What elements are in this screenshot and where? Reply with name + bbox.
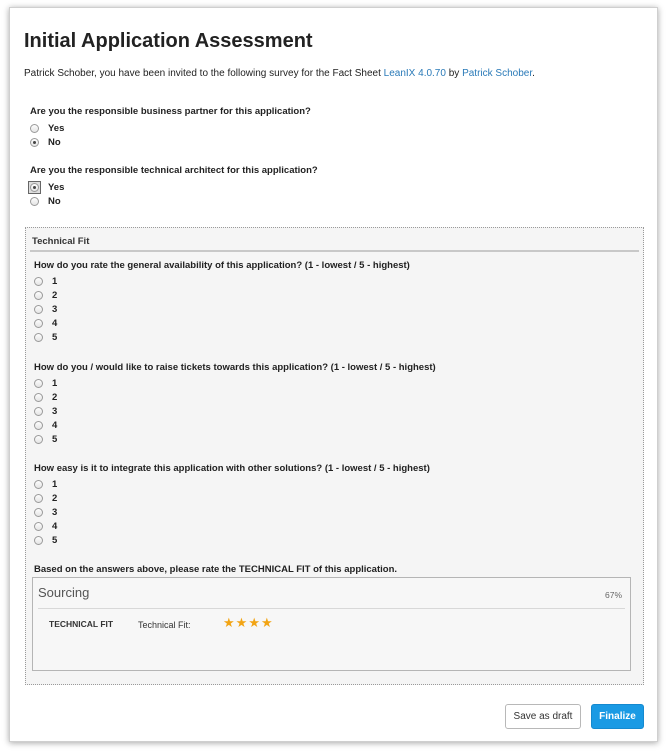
radio-icon-checked[interactable] xyxy=(30,138,39,147)
technical-fit-section xyxy=(25,227,644,685)
radio-icon[interactable] xyxy=(34,305,43,314)
radio-availability-2[interactable]: 2 xyxy=(32,288,57,302)
radio-integration-3[interactable]: 3 xyxy=(32,505,57,519)
radio-tickets-1[interactable]: 1 xyxy=(32,376,57,390)
sourcing-divider xyxy=(38,608,625,609)
radio-tickets-3[interactable]: 3 xyxy=(32,404,57,418)
radio-icon[interactable] xyxy=(34,435,43,444)
radio-availability-5[interactable]: 5 xyxy=(32,330,57,344)
radio-icon[interactable] xyxy=(34,277,43,286)
star-icon[interactable]: ★ xyxy=(223,615,235,630)
radio-technical-yes[interactable]: Yes xyxy=(28,180,64,194)
radio-icon[interactable] xyxy=(34,291,43,300)
radio-availability-3[interactable]: 3 xyxy=(32,302,57,316)
question-technical-architect: Are you the responsible technical architect for this application? xyxy=(30,165,318,176)
radio-tickets-4[interactable]: 4 xyxy=(32,418,57,432)
star-icon[interactable]: ★ xyxy=(260,615,273,630)
rate-prompt: Based on the answers above, please rate the TECHNICAL FIT of this application. xyxy=(34,564,398,575)
question-availability: How do you rate the general availability of this application? (1 - lowest / 5 - highest) xyxy=(34,260,410,271)
radio-tickets-5[interactable]: 5 xyxy=(32,432,57,446)
radio-business-yes[interactable]: Yes xyxy=(28,121,64,135)
radio-icon[interactable] xyxy=(30,124,39,133)
save-draft-button[interactable]: Save as draft xyxy=(505,704,581,729)
intro-text: Patrick Schober, you have been invited to the following survey for the Fact Sheet LeanIX 4.0.70 by Patrick Schober. xyxy=(24,68,535,79)
factsheet-link[interactable]: LeanIX 4.0.70 xyxy=(383,68,446,79)
radio-integration-2[interactable]: 2 xyxy=(32,491,57,505)
radio-availability-4[interactable]: 4 xyxy=(32,316,57,330)
sourcing-percent: 67% xyxy=(604,590,622,600)
radio-business-no[interactable]: No xyxy=(28,135,61,149)
question-business-partner: Are you the responsible business partner for this application? xyxy=(30,106,311,117)
question-integration: How easy is it to integrate this application with other solutions? (1 - lowest / 5 - highest) xyxy=(34,463,430,474)
radio-icon[interactable] xyxy=(34,393,43,402)
radio-icon[interactable] xyxy=(34,480,43,489)
radio-icon-checked[interactable] xyxy=(30,183,39,192)
section-divider xyxy=(30,250,639,252)
radio-integration-1[interactable]: 1 xyxy=(32,477,57,491)
radio-icon[interactable] xyxy=(34,522,43,531)
radio-icon[interactable] xyxy=(34,319,43,328)
radio-icon[interactable] xyxy=(34,379,43,388)
user-link[interactable]: Patrick Schober xyxy=(462,68,533,79)
radio-icon[interactable] xyxy=(34,421,43,430)
radio-tickets-2[interactable]: 2 xyxy=(32,390,57,404)
radio-integration-5[interactable]: 5 xyxy=(32,533,57,547)
finalize-button[interactable]: Finalize xyxy=(591,704,644,729)
page-title: Initial Application Assessment xyxy=(24,30,313,52)
technical-fit-label: TECHNICAL FIT xyxy=(49,619,114,629)
star-icon[interactable]: ★ xyxy=(248,615,260,630)
radio-icon[interactable] xyxy=(34,536,43,545)
technical-fit-rating[interactable] xyxy=(223,616,273,629)
question-tickets: How do you / would like to raise tickets towards this application? (1 - lowest / 5 - highest) xyxy=(34,362,436,373)
sourcing-title: Sourcing xyxy=(38,585,90,600)
radio-icon[interactable] xyxy=(34,407,43,416)
radio-icon[interactable] xyxy=(34,508,43,517)
survey-card xyxy=(9,7,658,742)
radio-integration-4[interactable]: 4 xyxy=(32,519,57,533)
radio-technical-no[interactable]: No xyxy=(28,194,61,208)
section-title: Technical Fit xyxy=(32,236,90,247)
star-icon[interactable]: ★ xyxy=(235,615,248,630)
sourcing-panel xyxy=(32,577,631,671)
technical-fit-field-label: Technical Fit: xyxy=(138,620,191,630)
radio-icon[interactable] xyxy=(30,197,39,206)
radio-icon[interactable] xyxy=(34,333,43,342)
radio-icon[interactable] xyxy=(34,494,43,503)
radio-availability-1[interactable]: 1 xyxy=(32,274,57,288)
